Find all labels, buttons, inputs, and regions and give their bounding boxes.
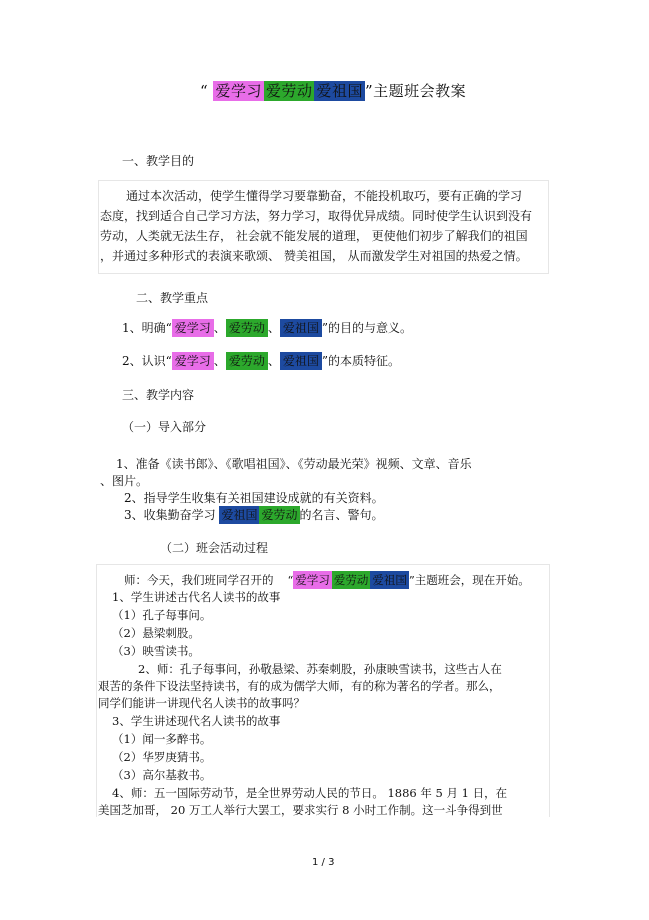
activity-line: （1）孔子每事问。: [112, 608, 212, 622]
activity-intro-prefix: 师：今天，我们班同学召开的: [124, 573, 274, 587]
focus-item-1-suffix: ”的目的与意义。: [321, 321, 412, 335]
section1-paragraph: [100, 186, 550, 266]
activity-line: 1、学生讲述古代名人读书的故事: [112, 590, 281, 604]
activity-intro-study: 爱学习: [295, 573, 330, 587]
activity-intro: [124, 572, 530, 588]
focus-item-1-prefix: 1、明确“: [122, 321, 172, 335]
title-suffix: ”主题班会教案: [365, 82, 467, 100]
activity-line: 2、师：孔子每事问，孙敬悬梁、苏秦刺股，孙康映雪读书，这些古人在: [138, 662, 502, 676]
activity-line: （2）华罗庚猜书。: [112, 750, 212, 764]
section3-heading: 三、教学内容: [122, 388, 195, 402]
focus-item-2-sep: 、: [213, 354, 226, 368]
section1-line: 态度，找到适合自己学习方法，努力学习，取得优异成绩。同时使学生认识到没有: [100, 209, 533, 223]
focus-item-2-sep: 、: [267, 354, 280, 368]
activity-line: 3、学生讲述现代名人读书的故事: [112, 714, 281, 728]
page-title: [200, 80, 466, 101]
prep-item-2: 2、指导学生收集有关祖国建设成就的有关资料。: [124, 491, 384, 505]
activity-line: （1）闻一多醉书。: [112, 732, 212, 746]
subsection-intro: （一）导入部分: [122, 420, 207, 434]
focus-item-2: [122, 352, 400, 369]
activity-line: 4、师：五一国际劳动节，是全世界劳动人民的节日。 1886 年 5 月 1 日，在: [112, 786, 508, 800]
section1-line: 通过本次活动，使学生懂得学习要靠勤奋，不能投机取巧，要有正确的学习: [126, 189, 523, 203]
section1-line: ，并通过多种形式的表演来歌颂、 赞美祖国， 从而激发学生对祖国的热爱之情。: [100, 249, 528, 263]
focus-item-1-labor: 爱劳动: [226, 319, 268, 337]
title-open-quote: “: [200, 82, 209, 100]
focus-item-1-sep: 、: [213, 321, 226, 335]
focus-item-1: [122, 319, 412, 336]
focus-item-2-prefix: 2、认识“: [122, 354, 172, 368]
focus-item-1-study: 爱学习: [172, 319, 214, 337]
activity-line: 艰苦的条件下设法坚持读书，有的成为儒学大师，有的称为著名的学者。那么，: [98, 679, 501, 693]
activity-line: （3）高尔基救书。: [112, 768, 212, 782]
prep-item-3-labor: 爱劳动: [261, 508, 298, 522]
section1-heading: 一、教学目的: [122, 154, 195, 168]
activity-line: （2）悬梁刺股。: [112, 626, 200, 640]
section1-line: 劳动，人类就无法生存， 社会就不能发展的道理， 更使他们初步了解我们的祖国: [100, 229, 528, 243]
title-highlight-study: 爱学习: [215, 82, 262, 100]
page-number: 1 / 3: [312, 857, 335, 868]
focus-item-2-study: 爱学习: [172, 352, 214, 370]
activity-intro-labor: 爱劳动: [333, 573, 369, 587]
title-highlight-country: 爱祖国: [316, 82, 363, 100]
activity-line: （3）映雪读书。: [112, 644, 200, 658]
title-highlight-labor: 爱劳动: [265, 82, 313, 100]
focus-item-2-suffix: ”的本质特征。: [321, 354, 400, 368]
focus-item-2-country: 爱祖国: [280, 352, 322, 370]
prep-item-1-cont: 、图片。: [100, 474, 149, 488]
prep-item-3-prefix: 3、收集勤奋学习: [124, 508, 216, 522]
activity-intro-country: 爱祖国: [372, 573, 407, 587]
prep-item-3-country: 爱祖国: [221, 508, 258, 522]
section2-heading: 二、教学重点: [136, 291, 209, 305]
prep-item-1: 1、准备《读书郎》、《歌唱祖国》、《劳动最光荣》视频、文章、音乐: [116, 457, 472, 471]
focus-item-2-labor: 爱劳动: [226, 352, 268, 370]
activity-intro-quote: “: [287, 573, 294, 587]
subsection-activity: （二）班会活动过程: [160, 541, 269, 555]
activity-line: 同学们能讲一讲现代名人读书的故事吗？: [98, 696, 305, 710]
prep-item-3: [124, 506, 384, 523]
prep-item-3-suffix: 的名言、警句。: [299, 508, 384, 522]
activity-line: 美国芝加哥， 20 万工人举行大罢工，要求实行 8 小时工作制。这一斗争得到世: [98, 803, 503, 817]
activity-intro-suffix: ”主题班会，现在开始。: [408, 573, 530, 587]
focus-item-1-sep: 、: [267, 321, 280, 335]
focus-item-1-country: 爱祖国: [280, 319, 322, 337]
